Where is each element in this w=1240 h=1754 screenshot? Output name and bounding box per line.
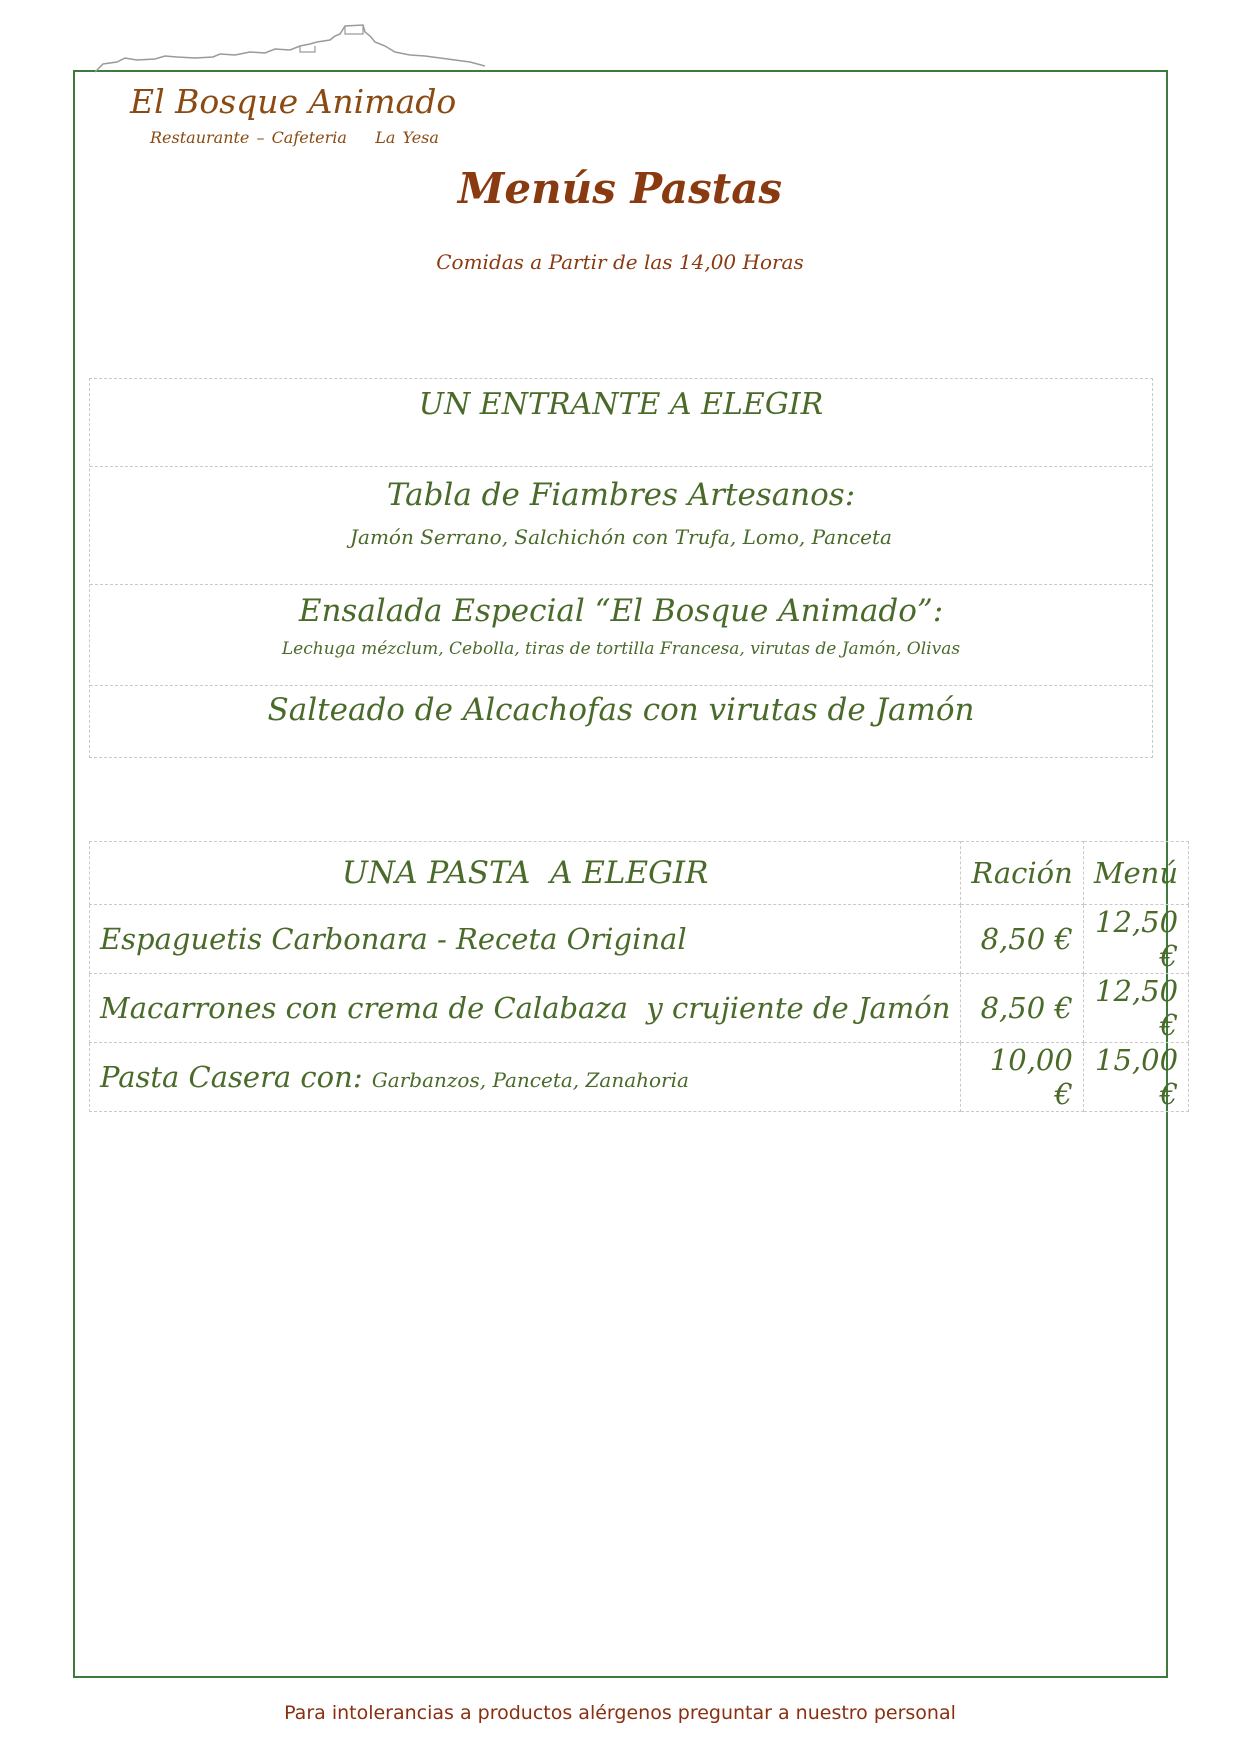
price-menu: 12,50 € (1083, 974, 1188, 1043)
pastas-heading: UNA PASTA A ELEGIR (90, 842, 961, 905)
starters-heading: UN ENTRANTE A ELEGIR (418, 387, 824, 422)
allergen-note: Para intolerancias a productos alérgenos preguntar a nuestro personal (284, 1702, 956, 1724)
table-row (90, 905, 1189, 974)
dish-name: Tabla de Fiambres Artesanos: (386, 477, 856, 513)
pasta-extra: Garbanzos, Panceta, Zanahoria (371, 1068, 689, 1092)
page-subtitle: Comidas a Partir de las 14,00 Horas (436, 250, 804, 274)
pasta-name: Espaguetis Carbonara - Receta Original (90, 905, 961, 974)
page-title: Menús Pastas (457, 164, 783, 213)
table-row (90, 974, 1189, 1043)
column-menu: Menú (1083, 842, 1188, 905)
pastas-table (89, 841, 1189, 1112)
price-racion: 8,50 € (961, 974, 1083, 1043)
starter-item (90, 466, 1152, 584)
dish-description: Lechuga mézclum, Cebolla, tiras de tortilla Francesa, virutas de Jamón, Olivas (281, 639, 961, 659)
logo-name: El Bosque Animado (130, 82, 457, 121)
pasta-name: Macarrones con crema de Calabaza y crujiente de Jamón (90, 974, 961, 1043)
logo-subtitle: Restaurante – Cafeteria La Yesa (150, 128, 439, 147)
dish-description: Jamón Serrano, Salchichón con Trufa, Lomo, Panceta (350, 525, 892, 549)
dish-name: Salteado de Alcachofas con virutas de Jamón (267, 692, 975, 728)
starter-item (90, 685, 1152, 757)
column-racion: Ración (961, 842, 1083, 905)
dish-name: Ensalada Especial “El Bosque Animado”: (298, 593, 944, 629)
starters-box (89, 378, 1153, 758)
price-racion: 10,00 € (961, 1043, 1083, 1112)
price-racion: 8,50 € (961, 905, 1083, 974)
pasta-name: Pasta Casera con: (100, 1060, 372, 1094)
price-menu: 15,00 € (1083, 1043, 1188, 1112)
price-menu: 12,50 € (1083, 905, 1188, 974)
table-row (90, 1043, 1189, 1112)
pasta-cell (90, 1043, 961, 1112)
table-header-row (90, 842, 1189, 905)
skyline-logo-icon (95, 22, 485, 82)
starter-item (90, 584, 1152, 685)
